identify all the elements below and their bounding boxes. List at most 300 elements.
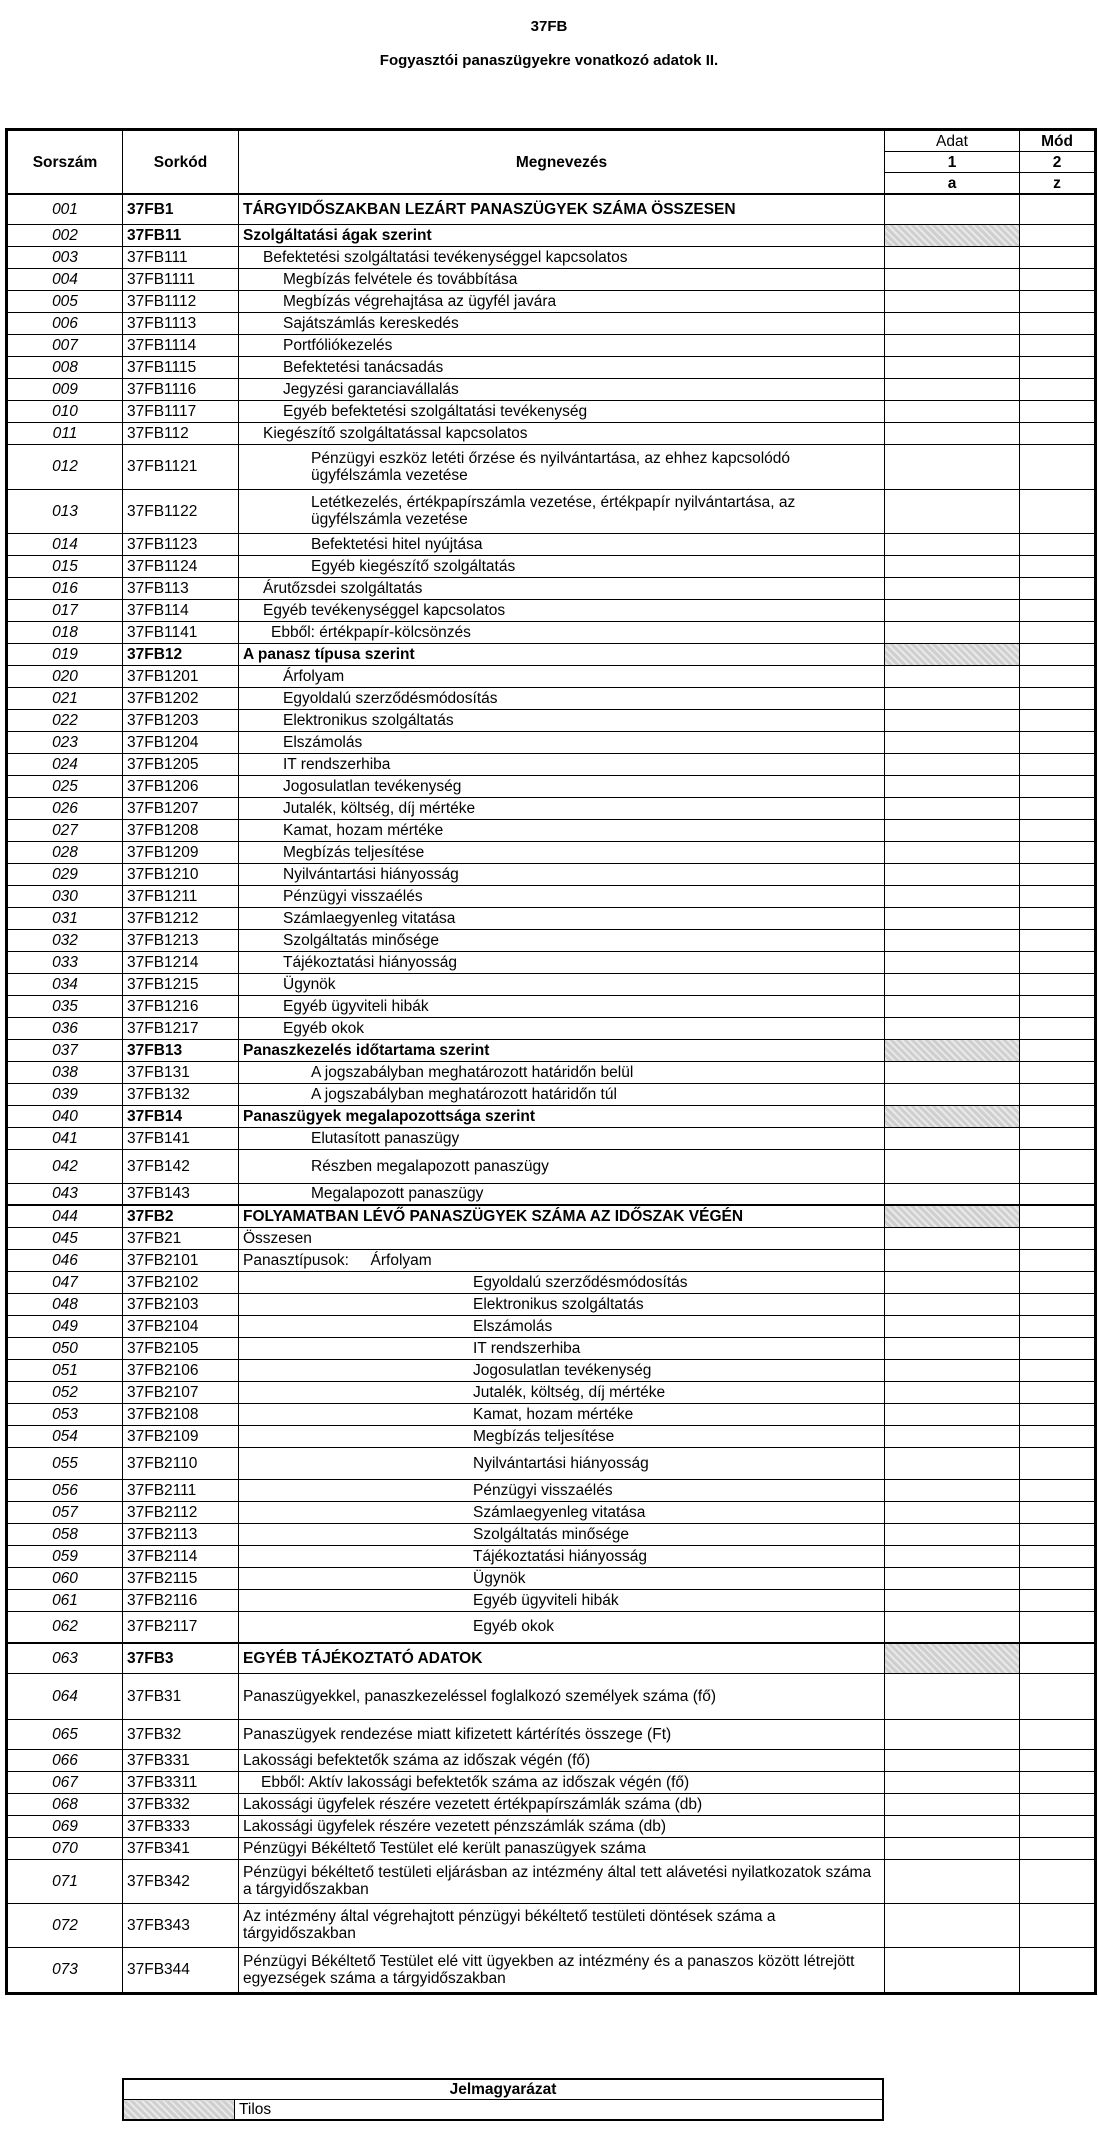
- mod-cell[interactable]: [1020, 1403, 1096, 1425]
- adat-cell[interactable]: [885, 1815, 1020, 1837]
- row-number: 004: [7, 268, 123, 290]
- mod-cell[interactable]: [1020, 1149, 1096, 1183]
- table-row: [7, 1083, 1096, 1105]
- row-code: 37FB331: [123, 1749, 239, 1771]
- adat-cell[interactable]: [885, 1719, 1020, 1749]
- row-number: 018: [7, 621, 123, 643]
- table-row: [7, 1947, 1096, 1993]
- row-label: Egyéb befektetési szolgáltatási tevékenység: [239, 400, 885, 422]
- row-label: Az intézmény által végrehajtott pénzügyi békéltető testületi döntések száma a tárgyidőszakban: [239, 1903, 885, 1947]
- mod-cell[interactable]: [1020, 643, 1096, 665]
- mod-cell[interactable]: [1020, 753, 1096, 775]
- mod-cell[interactable]: [1020, 1793, 1096, 1815]
- adat-cell[interactable]: [885, 1501, 1020, 1523]
- row-number: 019: [7, 643, 123, 665]
- row-label: Megbízás teljesítése: [239, 1425, 885, 1447]
- table-row: [7, 687, 1096, 709]
- row-label: Elutasított panaszügy: [239, 1127, 885, 1149]
- row-number: 064: [7, 1673, 123, 1719]
- adat-cell[interactable]: [885, 1315, 1020, 1337]
- mod-cell[interactable]: [1020, 246, 1096, 268]
- mod-cell[interactable]: [1020, 555, 1096, 577]
- row-code: 37FB2113: [123, 1523, 239, 1545]
- adat-cell[interactable]: [885, 1903, 1020, 1947]
- row-code: 37FB2108: [123, 1403, 239, 1425]
- row-number: 051: [7, 1359, 123, 1381]
- row-label: Portfóliókezelés: [239, 334, 885, 356]
- col-header-mod-letter: z: [1020, 173, 1096, 195]
- adat-cell[interactable]: [885, 1017, 1020, 1039]
- mod-cell[interactable]: [1020, 1447, 1096, 1479]
- adat-cell[interactable]: [885, 1359, 1020, 1381]
- row-number: 028: [7, 841, 123, 863]
- mod-cell[interactable]: [1020, 1771, 1096, 1793]
- adat-cell[interactable]: [885, 533, 1020, 555]
- row-code: 37FB1204: [123, 731, 239, 753]
- adat-cell[interactable]: [885, 885, 1020, 907]
- row-number: 031: [7, 907, 123, 929]
- table-row: [7, 797, 1096, 819]
- adat-cell[interactable]: [885, 1061, 1020, 1083]
- adat-cell[interactable]: [885, 1381, 1020, 1403]
- mod-cell[interactable]: [1020, 1837, 1096, 1859]
- table-row: [7, 775, 1096, 797]
- adat-cell[interactable]: [885, 1749, 1020, 1771]
- mod-cell[interactable]: [1020, 863, 1096, 885]
- row-number: 023: [7, 731, 123, 753]
- adat-cell[interactable]: [885, 555, 1020, 577]
- row-code: 37FB2106: [123, 1359, 239, 1381]
- row-code: 37FB344: [123, 1947, 239, 1993]
- row-number: 043: [7, 1183, 123, 1205]
- row-code: 37FB343: [123, 1903, 239, 1947]
- adat-cell[interactable]: [885, 577, 1020, 599]
- adat-cell[interactable]: [885, 334, 1020, 356]
- adat-cell[interactable]: [885, 1567, 1020, 1589]
- table-row: [7, 1837, 1096, 1859]
- legend-hatched-label: Tilos: [235, 2100, 884, 2121]
- row-number: 011: [7, 422, 123, 444]
- adat-cell[interactable]: [885, 841, 1020, 863]
- row-code: 37FB2105: [123, 1337, 239, 1359]
- mod-cell[interactable]: [1020, 1425, 1096, 1447]
- row-code: 37FB1: [123, 194, 239, 224]
- adat-cell[interactable]: [885, 1523, 1020, 1545]
- adat-cell[interactable]: [885, 312, 1020, 334]
- table-row: [7, 422, 1096, 444]
- adat-cell: [885, 1105, 1020, 1127]
- table-row: [7, 863, 1096, 885]
- adat-cell[interactable]: [885, 1425, 1020, 1447]
- row-code: 37FB1201: [123, 665, 239, 687]
- row-label: Befektetési hitel nyújtása: [239, 533, 885, 555]
- row-label: Megbízás végrehajtása az ügyfél javára: [239, 290, 885, 312]
- row-number: 035: [7, 995, 123, 1017]
- adat-cell[interactable]: [885, 665, 1020, 687]
- mod-cell[interactable]: [1020, 775, 1096, 797]
- mod-cell[interactable]: [1020, 1673, 1096, 1719]
- row-label: Ügynök: [239, 1567, 885, 1589]
- col-header-sorszam: Sorszám: [7, 130, 123, 195]
- adat-cell[interactable]: [885, 194, 1020, 224]
- row-code: 37FB13: [123, 1039, 239, 1061]
- table-row: [7, 533, 1096, 555]
- mod-cell[interactable]: [1020, 1083, 1096, 1105]
- legend-title: Jelmagyarázat: [123, 2079, 883, 2100]
- mod-cell[interactable]: [1020, 489, 1096, 533]
- mod-cell[interactable]: [1020, 1381, 1096, 1403]
- mod-cell[interactable]: [1020, 1545, 1096, 1567]
- row-code: 37FB2117: [123, 1611, 239, 1643]
- legend: [122, 2078, 884, 2121]
- row-number: 048: [7, 1293, 123, 1315]
- mod-cell[interactable]: [1020, 422, 1096, 444]
- mod-cell[interactable]: [1020, 1479, 1096, 1501]
- adat-cell[interactable]: [885, 1589, 1020, 1611]
- mod-cell[interactable]: [1020, 1815, 1096, 1837]
- table-row: [7, 709, 1096, 731]
- table-row: [7, 290, 1096, 312]
- mod-cell[interactable]: [1020, 1271, 1096, 1293]
- row-label: IT rendszerhiba: [239, 753, 885, 775]
- adat-cell[interactable]: [885, 1293, 1020, 1315]
- table-row: [7, 194, 1096, 224]
- mod-cell[interactable]: [1020, 621, 1096, 643]
- mod-cell[interactable]: [1020, 1859, 1096, 1903]
- table-row: [7, 929, 1096, 951]
- table-row: [7, 599, 1096, 621]
- row-code: 37FB332: [123, 1793, 239, 1815]
- mod-cell[interactable]: [1020, 290, 1096, 312]
- adat-cell[interactable]: [885, 1447, 1020, 1479]
- mod-cell[interactable]: [1020, 312, 1096, 334]
- table-row: [7, 1249, 1096, 1271]
- adat-cell[interactable]: [885, 819, 1020, 841]
- mod-cell[interactable]: [1020, 1501, 1096, 1523]
- adat-cell[interactable]: [885, 1479, 1020, 1501]
- adat-cell[interactable]: [885, 1227, 1020, 1249]
- row-code: 37FB341: [123, 1837, 239, 1859]
- adat-cell[interactable]: [885, 863, 1020, 885]
- row-code: 37FB1123: [123, 533, 239, 555]
- row-code: 37FB1212: [123, 907, 239, 929]
- mod-cell[interactable]: [1020, 224, 1096, 246]
- row-label: A panasz típusa szerint: [239, 643, 885, 665]
- table-row: [7, 1673, 1096, 1719]
- mod-cell[interactable]: [1020, 1719, 1096, 1749]
- row-number: 033: [7, 951, 123, 973]
- row-label: Ügynök: [239, 973, 885, 995]
- mod-cell[interactable]: [1020, 1249, 1096, 1271]
- adat-cell[interactable]: [885, 1859, 1020, 1903]
- row-code: 37FB1215: [123, 973, 239, 995]
- mod-cell[interactable]: [1020, 951, 1096, 973]
- col-header-mod: Mód: [1020, 130, 1096, 152]
- row-code: 37FB131: [123, 1061, 239, 1083]
- mod-cell[interactable]: [1020, 1205, 1096, 1227]
- adat-cell[interactable]: [885, 1837, 1020, 1859]
- adat-cell: [885, 1205, 1020, 1227]
- row-label: Kiegészítő szolgáltatással kapcsolatos: [239, 422, 885, 444]
- adat-cell[interactable]: [885, 422, 1020, 444]
- adat-cell: [885, 1039, 1020, 1061]
- row-code: 37FB333: [123, 1815, 239, 1837]
- mod-cell[interactable]: [1020, 731, 1096, 753]
- row-code: 37FB11: [123, 224, 239, 246]
- row-code: 37FB2114: [123, 1545, 239, 1567]
- mod-cell[interactable]: [1020, 1589, 1096, 1611]
- row-label: Egyoldalú szerződésmódosítás: [239, 687, 885, 709]
- row-label: Egyéb okok: [239, 1017, 885, 1039]
- mod-cell[interactable]: [1020, 444, 1096, 489]
- adat-cell[interactable]: [885, 356, 1020, 378]
- row-label: Pénzügyi békéltető testületi eljárásban az intézmény által tett alávetési nyilatkozatok száma a tárgyidőszakban: [239, 1859, 885, 1903]
- row-number: 055: [7, 1447, 123, 1479]
- table-row: [7, 1859, 1096, 1903]
- row-code: 37FB2107: [123, 1381, 239, 1403]
- row-number: 052: [7, 1381, 123, 1403]
- row-number: 047: [7, 1271, 123, 1293]
- row-code: 37FB1217: [123, 1017, 239, 1039]
- mod-cell[interactable]: [1020, 841, 1096, 863]
- row-code: 37FB21: [123, 1227, 239, 1249]
- mod-cell[interactable]: [1020, 1315, 1096, 1337]
- adat-cell[interactable]: [885, 753, 1020, 775]
- row-number: 046: [7, 1249, 123, 1271]
- adat-cell[interactable]: [885, 400, 1020, 422]
- adat-cell[interactable]: [885, 1337, 1020, 1359]
- row-label: Befektetési tanácsadás: [239, 356, 885, 378]
- table-row: [7, 885, 1096, 907]
- row-label: Elszámolás: [239, 1315, 885, 1337]
- row-number: 002: [7, 224, 123, 246]
- adat-cell[interactable]: [885, 246, 1020, 268]
- adat-cell[interactable]: [885, 907, 1020, 929]
- row-label: Egyéb kiegészítő szolgáltatás: [239, 555, 885, 577]
- mod-cell[interactable]: [1020, 1061, 1096, 1083]
- table-row: [7, 1039, 1096, 1061]
- row-code: 37FB2112: [123, 1501, 239, 1523]
- adat-cell[interactable]: [885, 1947, 1020, 1993]
- table-row: [7, 555, 1096, 577]
- row-label: Lakossági ügyfelek részére vezetett értékpapírszámlák száma (db): [239, 1793, 885, 1815]
- adat-cell[interactable]: [885, 1149, 1020, 1183]
- row-number: 059: [7, 1545, 123, 1567]
- row-number: 056: [7, 1479, 123, 1501]
- row-code: 37FB1114: [123, 334, 239, 356]
- row-label: Letétkezelés, értékpapírszámla vezetése, értékpapír nyilvántartása, az ügyfélszámla vezetése: [239, 489, 885, 533]
- mod-cell[interactable]: [1020, 400, 1096, 422]
- row-number: 041: [7, 1127, 123, 1149]
- mod-cell[interactable]: [1020, 929, 1096, 951]
- row-label: Lakossági befektetők száma az időszak végén (fő): [239, 1749, 885, 1771]
- mod-cell[interactable]: [1020, 1523, 1096, 1545]
- mod-cell[interactable]: [1020, 378, 1096, 400]
- adat-cell[interactable]: [885, 1403, 1020, 1425]
- adat-cell[interactable]: [885, 1793, 1020, 1815]
- row-code: 37FB1116: [123, 378, 239, 400]
- row-label: Részben megalapozott panaszügy: [239, 1149, 885, 1183]
- row-label: Panaszügyek megalapozottsága szerint: [239, 1105, 885, 1127]
- row-number: 001: [7, 194, 123, 224]
- mod-cell[interactable]: [1020, 1337, 1096, 1359]
- row-number: 007: [7, 334, 123, 356]
- mod-cell[interactable]: [1020, 709, 1096, 731]
- mod-cell[interactable]: [1020, 973, 1096, 995]
- mod-cell[interactable]: [1020, 1293, 1096, 1315]
- row-code: 37FB143: [123, 1183, 239, 1205]
- mod-cell[interactable]: [1020, 1749, 1096, 1771]
- adat-cell[interactable]: [885, 973, 1020, 995]
- mod-cell[interactable]: [1020, 797, 1096, 819]
- row-number: 003: [7, 246, 123, 268]
- mod-cell[interactable]: [1020, 356, 1096, 378]
- mod-cell[interactable]: [1020, 1183, 1096, 1205]
- table-row: [7, 1479, 1096, 1501]
- adat-cell[interactable]: [885, 1611, 1020, 1643]
- row-number: 067: [7, 1771, 123, 1793]
- adat-cell[interactable]: [885, 290, 1020, 312]
- row-number: 030: [7, 885, 123, 907]
- adat-cell[interactable]: [885, 599, 1020, 621]
- row-label: Nyilvántartási hiányosság: [239, 1447, 885, 1479]
- mod-cell[interactable]: [1020, 687, 1096, 709]
- row-number: 053: [7, 1403, 123, 1425]
- row-number: 042: [7, 1149, 123, 1183]
- adat-cell[interactable]: [885, 1249, 1020, 1271]
- adat-cell[interactable]: [885, 797, 1020, 819]
- adat-cell[interactable]: [885, 444, 1020, 489]
- row-number: 017: [7, 599, 123, 621]
- adat-cell[interactable]: [885, 1127, 1020, 1149]
- row-label: Összesen: [239, 1227, 885, 1249]
- table-row: [7, 1589, 1096, 1611]
- mod-cell[interactable]: [1020, 334, 1096, 356]
- adat-cell[interactable]: [885, 775, 1020, 797]
- row-label: Pénzügyi Békéltető Testület elé vitt ügyekben az intézmény és a panaszos között létrejött egyezségek száma a tárgyidőszakban: [239, 1947, 885, 1993]
- table-row: [7, 1501, 1096, 1523]
- mod-cell[interactable]: [1020, 1227, 1096, 1249]
- mod-cell[interactable]: [1020, 577, 1096, 599]
- row-label: Panasztípusok: Árfolyam: [239, 1249, 885, 1271]
- mod-cell[interactable]: [1020, 995, 1096, 1017]
- row-number: 070: [7, 1837, 123, 1859]
- adat-cell[interactable]: [885, 268, 1020, 290]
- table-row: [7, 1719, 1096, 1749]
- row-number: 061: [7, 1589, 123, 1611]
- row-code: 37FB2116: [123, 1589, 239, 1611]
- mod-cell[interactable]: [1020, 268, 1096, 290]
- mod-cell[interactable]: [1020, 907, 1096, 929]
- table-row: [7, 1381, 1096, 1403]
- table-body: [7, 194, 1096, 1993]
- row-label: Szolgáltatás minősége: [239, 929, 885, 951]
- form-code: 37FB: [530, 18, 568, 35]
- row-code: 37FB142: [123, 1149, 239, 1183]
- adat-cell[interactable]: [885, 1673, 1020, 1719]
- table-row: [7, 246, 1096, 268]
- row-label: A jogszabályban meghatározott határidőn túl: [239, 1083, 885, 1105]
- legend-hatched-swatch: [123, 2100, 235, 2121]
- row-number: 005: [7, 290, 123, 312]
- mod-cell[interactable]: [1020, 1611, 1096, 1643]
- row-number: 066: [7, 1749, 123, 1771]
- row-number: 020: [7, 665, 123, 687]
- mod-cell[interactable]: [1020, 1359, 1096, 1381]
- row-number: 021: [7, 687, 123, 709]
- row-number: 027: [7, 819, 123, 841]
- row-label: Befektetési szolgáltatási tevékenységgel kapcsolatos: [239, 246, 885, 268]
- row-number: 015: [7, 555, 123, 577]
- table-row: [7, 378, 1096, 400]
- adat-cell[interactable]: [885, 378, 1020, 400]
- table-row: [7, 444, 1096, 489]
- mod-cell[interactable]: [1020, 665, 1096, 687]
- adat-cell[interactable]: [885, 1183, 1020, 1205]
- row-label: Jogosulatlan tevékenység: [239, 775, 885, 797]
- row-label: A jogszabályban meghatározott határidőn belül: [239, 1061, 885, 1083]
- mod-cell[interactable]: [1020, 885, 1096, 907]
- table-row: [7, 643, 1096, 665]
- row-label: Árutőzsdei szolgáltatás: [239, 577, 885, 599]
- adat-cell[interactable]: [885, 709, 1020, 731]
- mod-cell[interactable]: [1020, 599, 1096, 621]
- mod-cell[interactable]: [1020, 533, 1096, 555]
- table-row: [7, 841, 1096, 863]
- adat-cell[interactable]: [885, 995, 1020, 1017]
- adat-cell[interactable]: [885, 731, 1020, 753]
- row-number: 006: [7, 312, 123, 334]
- adat-cell[interactable]: [885, 621, 1020, 643]
- adat-cell[interactable]: [885, 1545, 1020, 1567]
- row-number: 057: [7, 1501, 123, 1523]
- mod-cell[interactable]: [1020, 1947, 1096, 1993]
- adat-cell[interactable]: [885, 489, 1020, 533]
- mod-cell[interactable]: [1020, 194, 1096, 224]
- adat-cell[interactable]: [885, 1771, 1020, 1793]
- mod-cell[interactable]: [1020, 1105, 1096, 1127]
- row-number: 008: [7, 356, 123, 378]
- mod-cell[interactable]: [1020, 1903, 1096, 1947]
- adat-cell[interactable]: [885, 687, 1020, 709]
- row-label: Panaszkezelés időtartama szerint: [239, 1039, 885, 1061]
- mod-cell[interactable]: [1020, 1039, 1096, 1061]
- row-label: Pénzügyi eszköz letéti őrzése és nyilvántartása, az ehhez kapcsolódó ügyfélszámla vezetése: [239, 444, 885, 489]
- row-number: 045: [7, 1227, 123, 1249]
- adat-cell[interactable]: [885, 951, 1020, 973]
- row-code: 37FB1115: [123, 356, 239, 378]
- mod-cell[interactable]: [1020, 1567, 1096, 1589]
- row-code: 37FB1121: [123, 444, 239, 489]
- row-number: 010: [7, 400, 123, 422]
- mod-cell[interactable]: [1020, 1127, 1096, 1149]
- adat-cell[interactable]: [885, 1271, 1020, 1293]
- mod-cell[interactable]: [1020, 1017, 1096, 1039]
- adat-cell[interactable]: [885, 1083, 1020, 1105]
- row-label: Kamat, hozam mértéke: [239, 1403, 885, 1425]
- row-label: Árfolyam: [239, 665, 885, 687]
- mod-cell[interactable]: [1020, 1643, 1096, 1673]
- adat-cell[interactable]: [885, 929, 1020, 951]
- row-code: 37FB1214: [123, 951, 239, 973]
- mod-cell[interactable]: [1020, 819, 1096, 841]
- row-number: 069: [7, 1815, 123, 1837]
- row-code: 37FB1117: [123, 400, 239, 422]
- row-label: Megbízás teljesítése: [239, 841, 885, 863]
- row-label: Számlaegyenleg vitatása: [239, 907, 885, 929]
- row-code: 37FB1210: [123, 863, 239, 885]
- row-number: 037: [7, 1039, 123, 1061]
